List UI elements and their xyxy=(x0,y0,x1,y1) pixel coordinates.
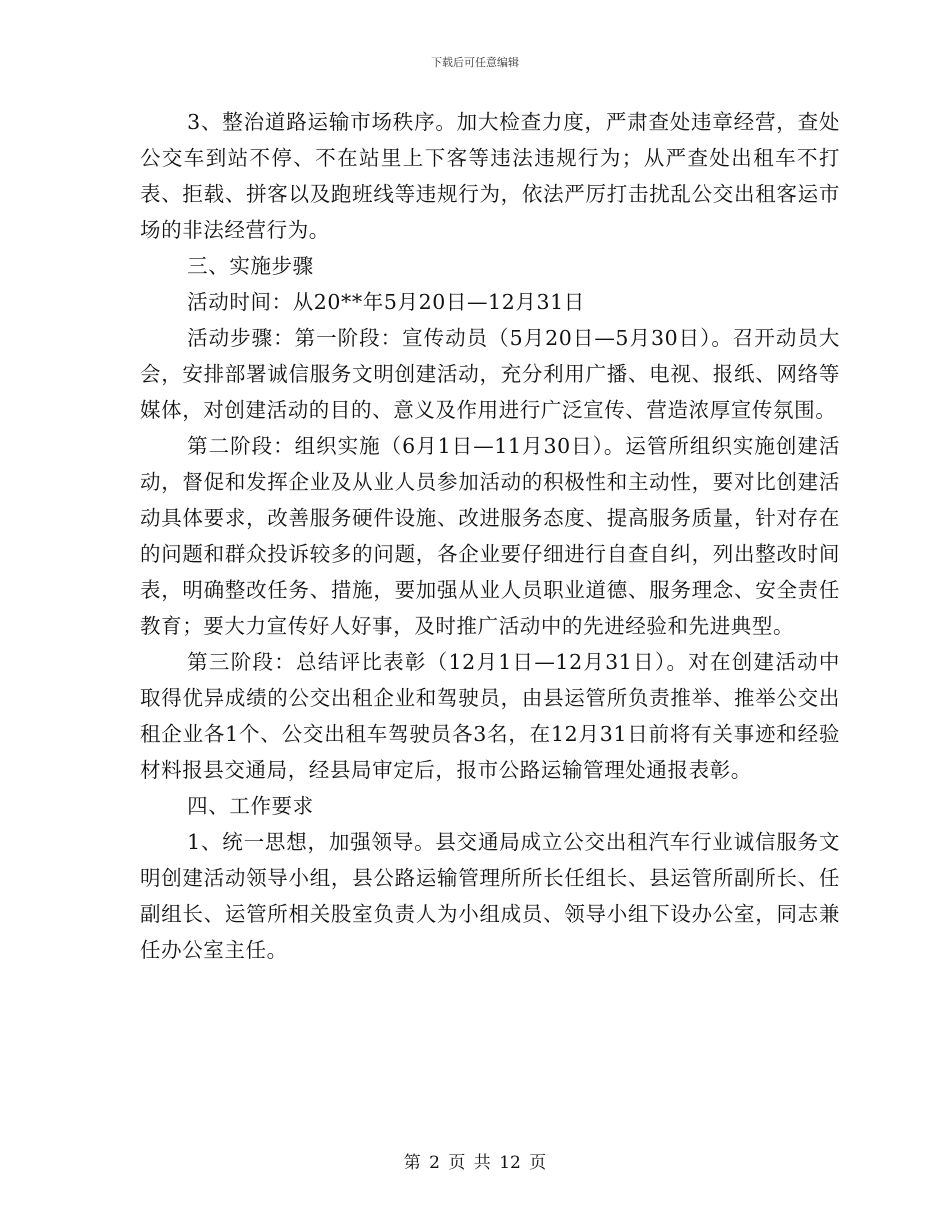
section-heading-requirements: 四、工作要求 xyxy=(187,794,314,818)
paragraph-stage-three: 第三阶段：总结评比表彰（12月1日—12月31日）。对在创建活动中取得优异成绩的公交出租企业和驾驶员，由县运管所负责推举、推举公交出租企业各1个、公交出租车驾驶员各3名，在12月31日前将有关事迹和经验材料报县交通局，经县局审定后，报市公路运输管理处通报表彰。 xyxy=(140,650,840,782)
paragraph-activity-time: 活动时间：从20**年5月20日—12月31日 xyxy=(187,290,585,314)
page-number: 第 2 页 共 12 页 xyxy=(403,1153,547,1173)
paragraph-market-order: 3、整治道路运输市场秩序。加大检查力度，严肃查处违章经营，查处公交车到站不停、不在站里上下客等违法违规行为；从严查处出租车不打表、拒载、拼客以及跑班线等违规行为，依法严厉打击扰乱公交出租客运市场的非法经营行为。 xyxy=(140,110,840,242)
section-heading-steps: 三、实施步骤 xyxy=(187,254,314,278)
paragraph-stage-two: 第二阶段：组织实施（6月1日—11月30日）。运管所组织实施创建活动，督促和发挥企业及从业人员参加活动的积极性和主动性，要对比创建活动具体要求，改善服务硬件设施、改进服务态度、提高服务质量，针对存在的问题和群众投诉较多的问题，各企业要仔细进行自查自纠，列出整改时间表，明确整改任务、措施，要加强从业人员职业道德、服务理念、安全责任教育；要大力宣传好人好事，及时推广活动中的先进经验和先进典型。 xyxy=(140,434,840,638)
document-body xyxy=(140,104,840,968)
paragraph-stage-one: 活动步骤：第一阶段：宣传动员（5月20日—5月30日）。召开动员大会，安排部署诚信服务文明创建活动，充分利用广播、电视、报纸、网络等媒体，对创建活动的目的、意义及作用进行广泛宣传、营造浓厚宣传氛围。 xyxy=(140,326,840,422)
page-header: 下载后可任意编辑 xyxy=(431,56,519,69)
paragraph-leadership: 1、统一思想，加强领导。县交通局成立公交出租汽车行业诚信服务文明创建活动领导小组，县公路运输管理所所长任组长、县运管所副所长、任副组长、运管所相关股室负责人为小组成员、领导小组下设办公室，同志兼任办公室主任。 xyxy=(140,830,840,962)
